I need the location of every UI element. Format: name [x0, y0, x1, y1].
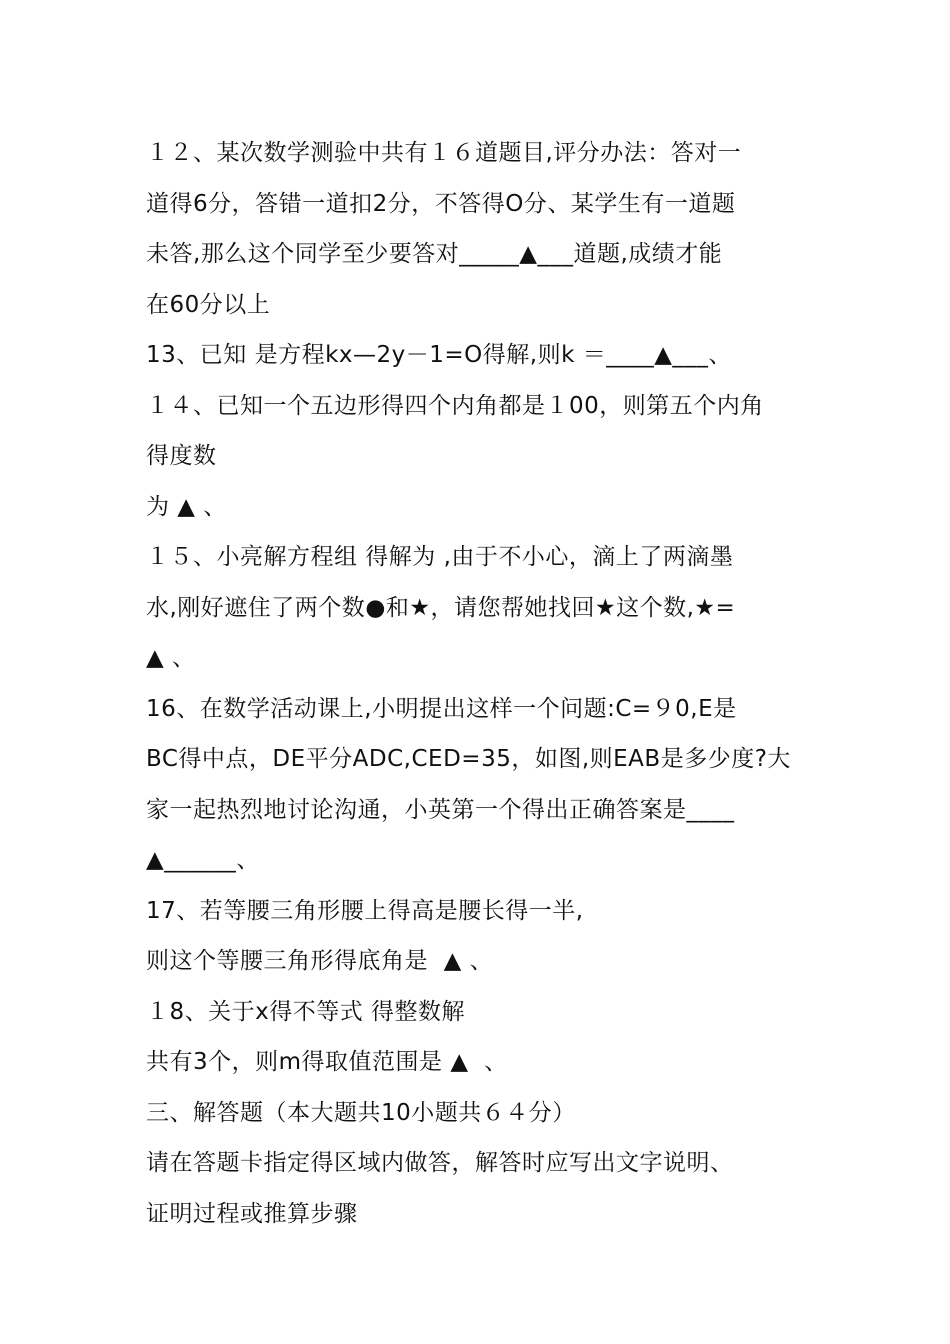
- question-16-line-4: ▲______、: [146, 847, 260, 873]
- question-15-line-3: ▲ 、: [146, 645, 196, 671]
- question-12-line-3: 未答,那么这个同学至少要答对_____▲___道题,成绩才能: [146, 241, 723, 267]
- section-3-heading: 三、解答题（本大题共10小题共６４分）: [146, 1099, 576, 1126]
- question-17-line-2: 则这个等腰三角形得底角是 ▲ 、: [146, 948, 494, 974]
- question-12-line-2: 道得6分，答错一道扣2分，不答得O分、某学生有一道题: [146, 190, 736, 217]
- question-15-line-1: １５、小亮解方程组 得解为 ,由于不小心，滴上了两滴墨: [146, 544, 734, 570]
- question-13-line-1: 13、已知 是方程kx—2y－1=O得解,则k ＝____▲___、: [146, 342, 732, 368]
- question-18-line-1: １8、关于x得不等式 得整数解: [146, 998, 466, 1025]
- section-3-instruction-line-1: 请在答题卡指定得区域内做答，解答时应写出文字说明、: [146, 1150, 734, 1176]
- question-12-line-4: 在60分以上: [146, 291, 271, 318]
- question-16-line-2: BC得中点，DE平分ADC,CED=35，如图,则EAB是多少度?大: [146, 746, 791, 772]
- question-16-line-3: 家一起热烈地讨论沟通，小英第一个得出正确答案是____: [146, 796, 735, 823]
- question-14-line-3: 为 ▲ 、: [146, 493, 227, 520]
- section-3-instruction-line-2: 证明过程或推算步骤: [146, 1200, 358, 1227]
- question-14-line-1: １４、已知一个五边形得四个内角都是１00，则第五个内角: [146, 392, 764, 419]
- question-18-line-2: 共有3个，则m得取值范围是 ▲ 、: [146, 1049, 508, 1075]
- question-14-line-2: 得度数: [146, 443, 217, 469]
- question-16-line-1: 16、在数学活动课上,小明提出这样一个问题:C=９0,E是: [146, 695, 737, 722]
- document-body: [146, 128, 816, 1239]
- question-17-line-1: 17、若等腰三角形腰上得高是腰长得一半,: [146, 897, 584, 924]
- question-15-line-2: 水,刚好遮住了两个数●和★，请您帮她找回★这个数,★=: [146, 594, 736, 621]
- question-12-line-1: １２、某次数学测验中共有１６道题目,评分办法：答对一: [146, 140, 742, 166]
